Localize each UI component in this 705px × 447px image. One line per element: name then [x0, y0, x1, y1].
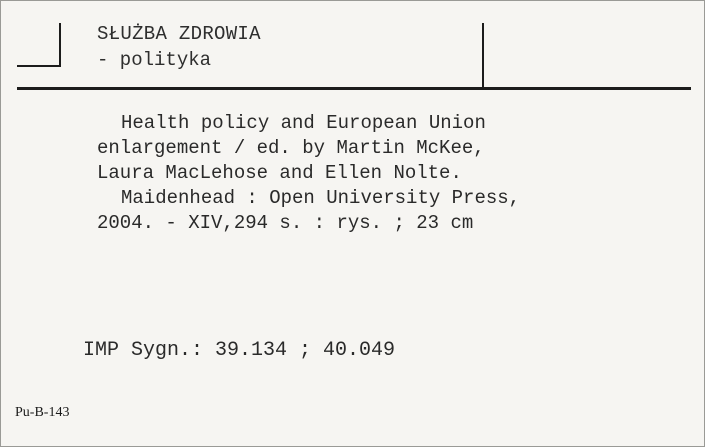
horizontal-divider	[17, 87, 691, 90]
description-line-physical: 2004. - XIV,294 s. : rys. ; 23 cm	[97, 212, 474, 234]
description-line-title: Health policy and European Union	[121, 112, 486, 134]
card-stamp-shelfmark: Pu-B-143	[15, 405, 70, 420]
description-line-publisher: Maidenhead : Open University Press,	[121, 187, 521, 209]
subject-heading: SŁUŻBA ZDROWIA	[97, 23, 261, 45]
call-number: IMP Sygn.: 39.134 ; 40.049	[83, 339, 396, 362]
bibliographic-description	[97, 111, 520, 236]
subject-heading-block	[97, 21, 261, 73]
corner-bracket-mark	[17, 23, 61, 67]
vertical-divider	[482, 23, 484, 89]
description-line-editors: Laura MacLehose and Ellen Nolte.	[97, 162, 462, 184]
subject-subheading: - polityka	[97, 49, 212, 71]
description-line-title-cont: enlargement / ed. by Martin McKee,	[97, 137, 485, 159]
